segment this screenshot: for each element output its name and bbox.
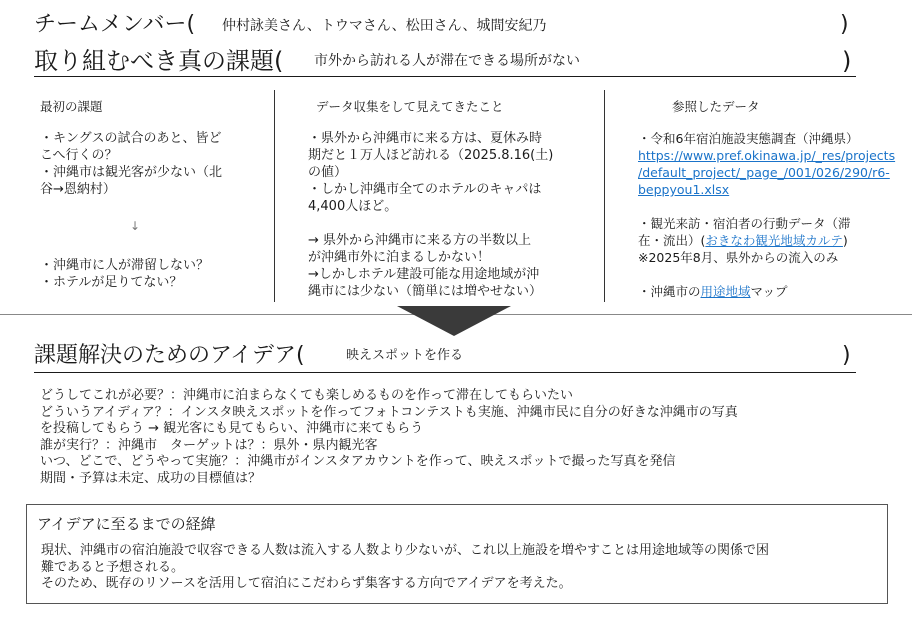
team-members-value: 仲村詠美さん、トウマさん、松田さん、城間安紀乃 bbox=[222, 18, 547, 34]
referenced-data-heading: 参照したデータ bbox=[672, 99, 760, 114]
column-divider bbox=[604, 90, 605, 302]
idea-underline bbox=[34, 372, 856, 373]
ref-link[interactable]: https://www.pref.okinawa.jp/_res/projects bbox=[638, 148, 896, 163]
ref-text: マップ bbox=[750, 284, 788, 299]
column-divider bbox=[274, 90, 275, 302]
data-finding-line: が沖縄市外に泊まるしかない！ bbox=[308, 250, 491, 265]
true-issue-row bbox=[34, 44, 856, 78]
data-finding-line: ・県外から沖縄市に来る方は、夏休み時 bbox=[308, 131, 543, 146]
team-members-row bbox=[34, 10, 854, 40]
team-members-label: チームメンバー( bbox=[34, 12, 196, 37]
idea-row bbox=[34, 340, 856, 372]
data-finding-line: 縄市には少ない（簡単には増やせない） bbox=[308, 284, 543, 299]
first-issue-line: ・沖縄市に人が滞留しない？ bbox=[40, 258, 210, 273]
background-line: そのため、既存のリソースを活用して宿泊にこだわらず集客する方向でアイデアを考えた。 bbox=[41, 576, 572, 591]
ref-zoning-link[interactable]: 用途地域 bbox=[700, 284, 751, 299]
ref-link[interactable]: /default_project/_page_/001/026/290/r6- bbox=[638, 165, 890, 180]
idea-close-paren: ) bbox=[842, 343, 851, 368]
data-finding-line: 4,400人ほど。 bbox=[308, 199, 398, 214]
data-finding-line: → 県外から沖縄市に来る方の半数以上 bbox=[308, 233, 532, 248]
background-title: アイデアに至るまでの経緯 bbox=[37, 515, 216, 533]
ref-title: ・令和6年宿泊施設実態調査（沖縄県） bbox=[638, 131, 859, 146]
first-issue-line: 谷→恩納村） bbox=[40, 182, 116, 197]
data-finding-line: ・しかし沖縄市全てのホテルのキャパは bbox=[308, 182, 542, 197]
true-issue-value: 市外から訪れる人が滞在できる場所がない bbox=[314, 53, 580, 69]
first-issue-line: ・キングスの試合のあと、皆ど bbox=[40, 131, 222, 146]
idea-detail-line: 期間・予算は未定、成功の目標値は？ bbox=[40, 470, 262, 486]
ref-title-line bbox=[638, 232, 898, 249]
true-issue-underline bbox=[34, 76, 856, 77]
idea-detail-line: を投稿してもらう → 観光客にも見てもらい、沖縄市に来てもらう bbox=[40, 421, 424, 436]
idea-value: 映えスポットを作る bbox=[346, 348, 464, 363]
true-issue-label: 取り組むべき真の課題( bbox=[34, 47, 284, 75]
ref-note: ※2025年8月、県外からの流入のみ bbox=[638, 250, 839, 265]
ref-text: ・沖縄市の bbox=[638, 284, 701, 299]
true-issue-close-paren: ) bbox=[842, 47, 852, 75]
idea-detail-line: いつ、どこで、どうやって実施？：沖縄市がインスタアカウントを作って、映えスポットで撮った写真を発信 bbox=[40, 454, 676, 469]
ref-title: ・観光来訪・宿泊者の行動データ（滞 bbox=[638, 216, 851, 231]
down-arrow-icon: ↓ bbox=[130, 219, 141, 233]
idea-detail-line: 誰が実行？：沖縄市 ターゲットは？：県外・県内観光客 bbox=[40, 437, 378, 453]
ref-text: 在・流出）( bbox=[638, 233, 706, 248]
data-findings-column bbox=[308, 98, 598, 300]
background-text bbox=[41, 543, 877, 593]
idea-detail-line: どうしてこれが必要？：沖縄市に泊まらなくても楽しめるものを作って滞在してもらいたい bbox=[40, 388, 574, 403]
referenced-data-column bbox=[638, 98, 898, 300]
ref-karte-link[interactable]: おきなわ観光地域カルテ bbox=[705, 233, 843, 248]
data-finding-line: の値） bbox=[308, 165, 348, 180]
background-box bbox=[26, 504, 888, 604]
first-issue-line: こへ行くの？ bbox=[40, 148, 118, 163]
background-line: 難であると予想される。 bbox=[41, 559, 185, 575]
data-finding-line: →しかしホテル建設可能な用途地域が沖 bbox=[308, 267, 540, 282]
data-finding-line: 期だと１万人ほど訪れる（2025.8.16(土) bbox=[308, 148, 554, 163]
idea-detail-line: どういうアイディア？：インスタ映えスポットを作ってフォトコンテストも実施、沖縄市民に自分の好きな沖縄市の写真 bbox=[40, 404, 738, 420]
idea-label: 課題解決のためのアイデア( bbox=[34, 343, 305, 368]
ref-title-line bbox=[638, 283, 898, 300]
data-findings-heading: データ収集をして見えてきたこと bbox=[316, 99, 504, 114]
idea-details bbox=[40, 388, 870, 487]
first-issue-heading: 最初の課題 bbox=[40, 99, 103, 114]
ref-text: ) bbox=[842, 233, 848, 248]
first-issue-line: ・ホテルが足りてない？ bbox=[40, 275, 183, 290]
ref-link[interactable]: beppyou1.xlsx bbox=[638, 182, 730, 197]
first-issue-column bbox=[40, 98, 255, 291]
team-members-close-paren: ) bbox=[840, 12, 849, 37]
first-issue-line: ・沖縄市は観光客が少ない（北 bbox=[40, 165, 223, 180]
down-triangle-icon bbox=[397, 306, 511, 336]
background-line: 現状、沖縄市の宿泊施設で収容できる人数は流入する人数より少ないが、これ以上施設を増やすことは用途地域等の関係で困 bbox=[41, 543, 770, 558]
